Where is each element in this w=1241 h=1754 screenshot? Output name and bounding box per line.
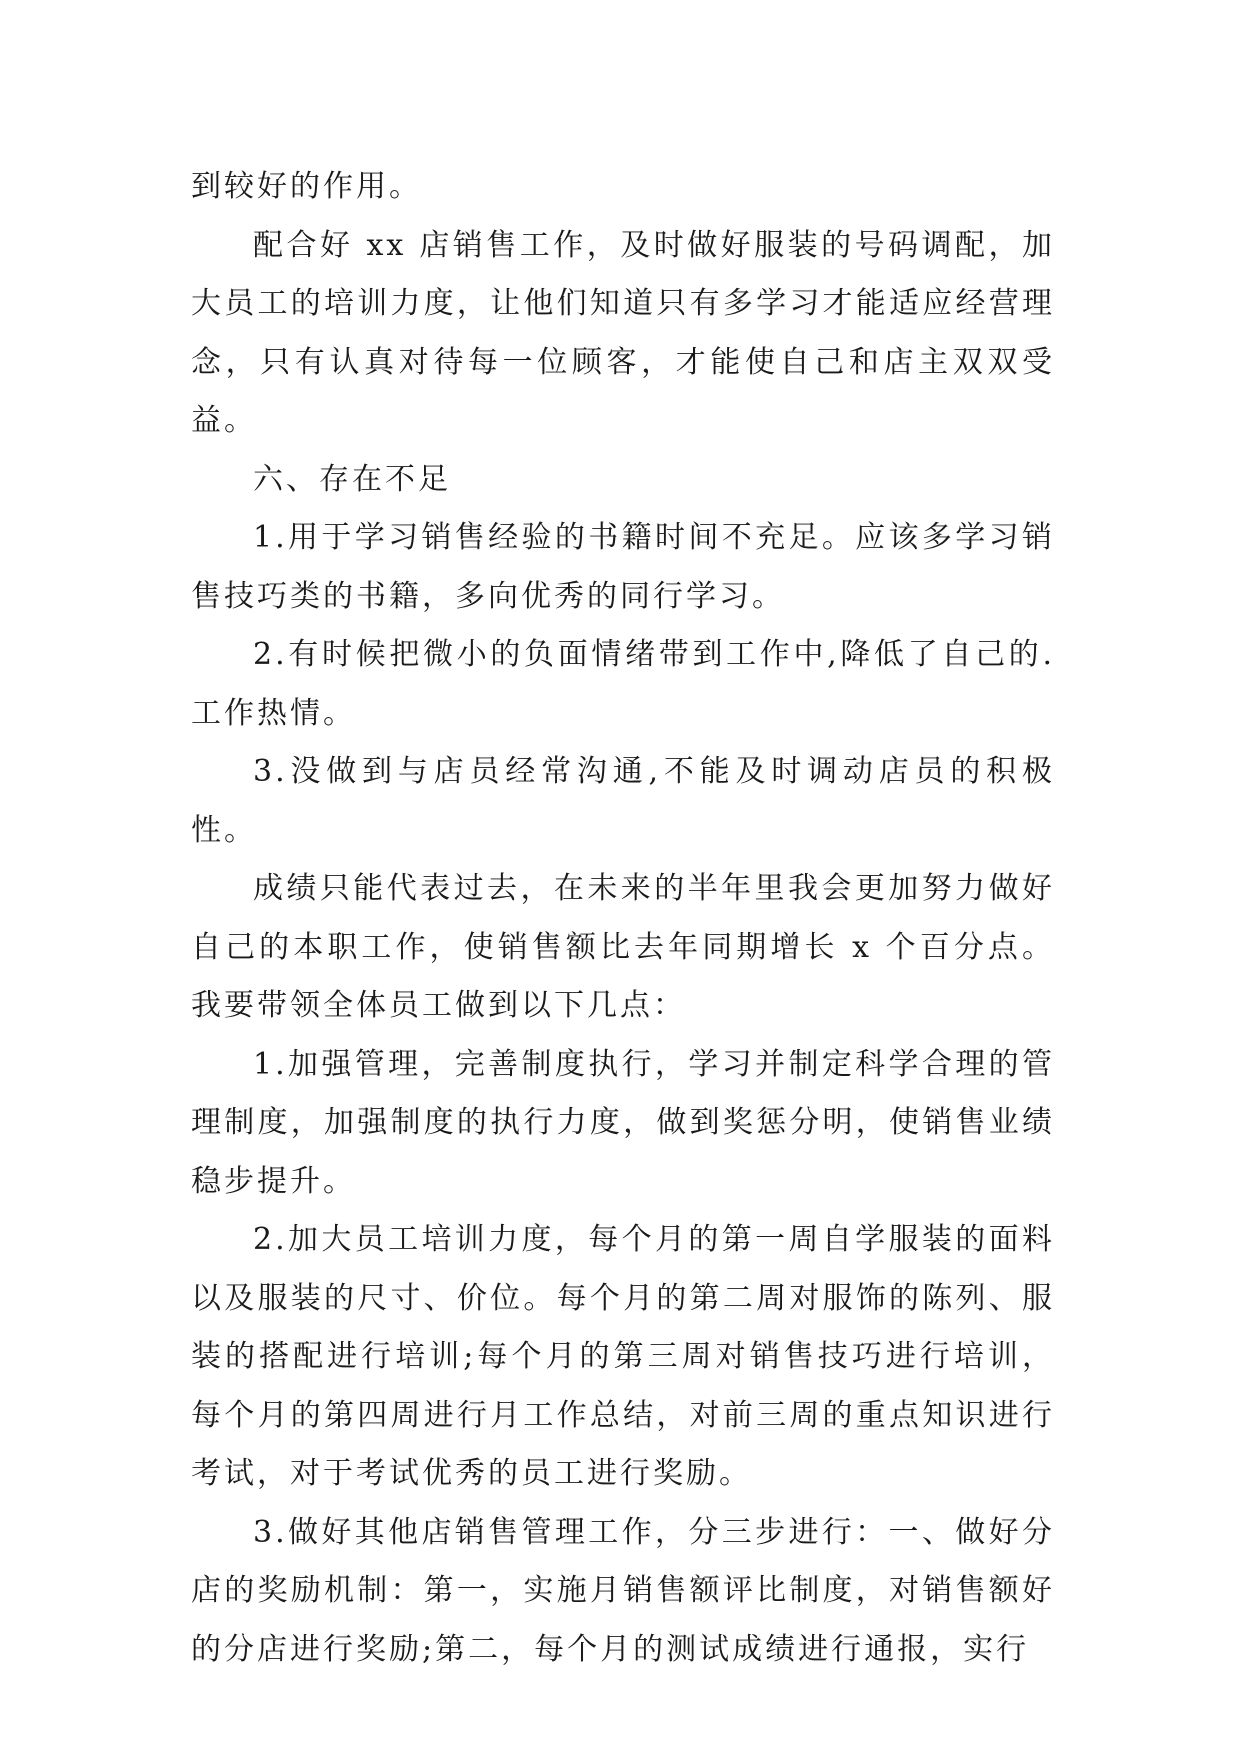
plan-item-1: 1.加强管理，完善制度执行，学习并制定科学合理的管理制度，加强制度的执行力度，做到奖惩分明，使销售业绩稳步提升。 xyxy=(191,1046,1055,1199)
paragraph-future-plan: 成绩只能代表过去，在未来的半年里我会更加努力做好自己的本职工作，使销售额比去年同期增长 x 个百分点。我要带领全体员工做到以下几点： xyxy=(191,871,1055,1023)
paragraph-cooperation: 配合好 xx 店销售工作，及时做好服装的号码调配，加大员工的培训力度，让他们知道只有多学习才能适应经营理念，只有认真对待每一位顾客，才能使自己和店主双双受益。 xyxy=(191,227,1055,438)
shortcoming-item-3: 3.没做到与店员经常沟通,不能及时调动店员的积极性。 xyxy=(191,754,1055,848)
document-body xyxy=(191,158,1055,1679)
section-heading-shortcomings: 六、存在不足 xyxy=(253,461,451,497)
shortcoming-item-1: 1.用于学习销售经验的书籍时间不充足。应该多学习销售技巧类的书籍，多向优秀的同行学习。 xyxy=(191,520,1055,614)
shortcoming-item-2: 2.有时候把微小的负面情绪带到工作中,降低了自己的.工作热情。 xyxy=(191,637,1055,731)
plan-item-2: 2.加大员工培训力度，每个月的第一周自学服装的面料以及服装的尺寸、价位。每个月的第二周对服饰的陈列、服装的搭配进行培训;每个月的第三周对销售技巧进行培训，每个月的第四周进行月工作总结，对前三周的重点知识进行考试，对于考试优秀的员工进行奖励。 xyxy=(191,1222,1055,1491)
paragraph-continuation: 到较好的作用。 xyxy=(191,169,422,204)
plan-item-3: 3.做好其他店销售管理工作，分三步进行：一、做好分店的奖励机制：第一，实施月销售额评比制度，对销售额好的分店进行奖励;第二，每个月的测试成绩进行通报，实行 xyxy=(191,1514,1055,1667)
